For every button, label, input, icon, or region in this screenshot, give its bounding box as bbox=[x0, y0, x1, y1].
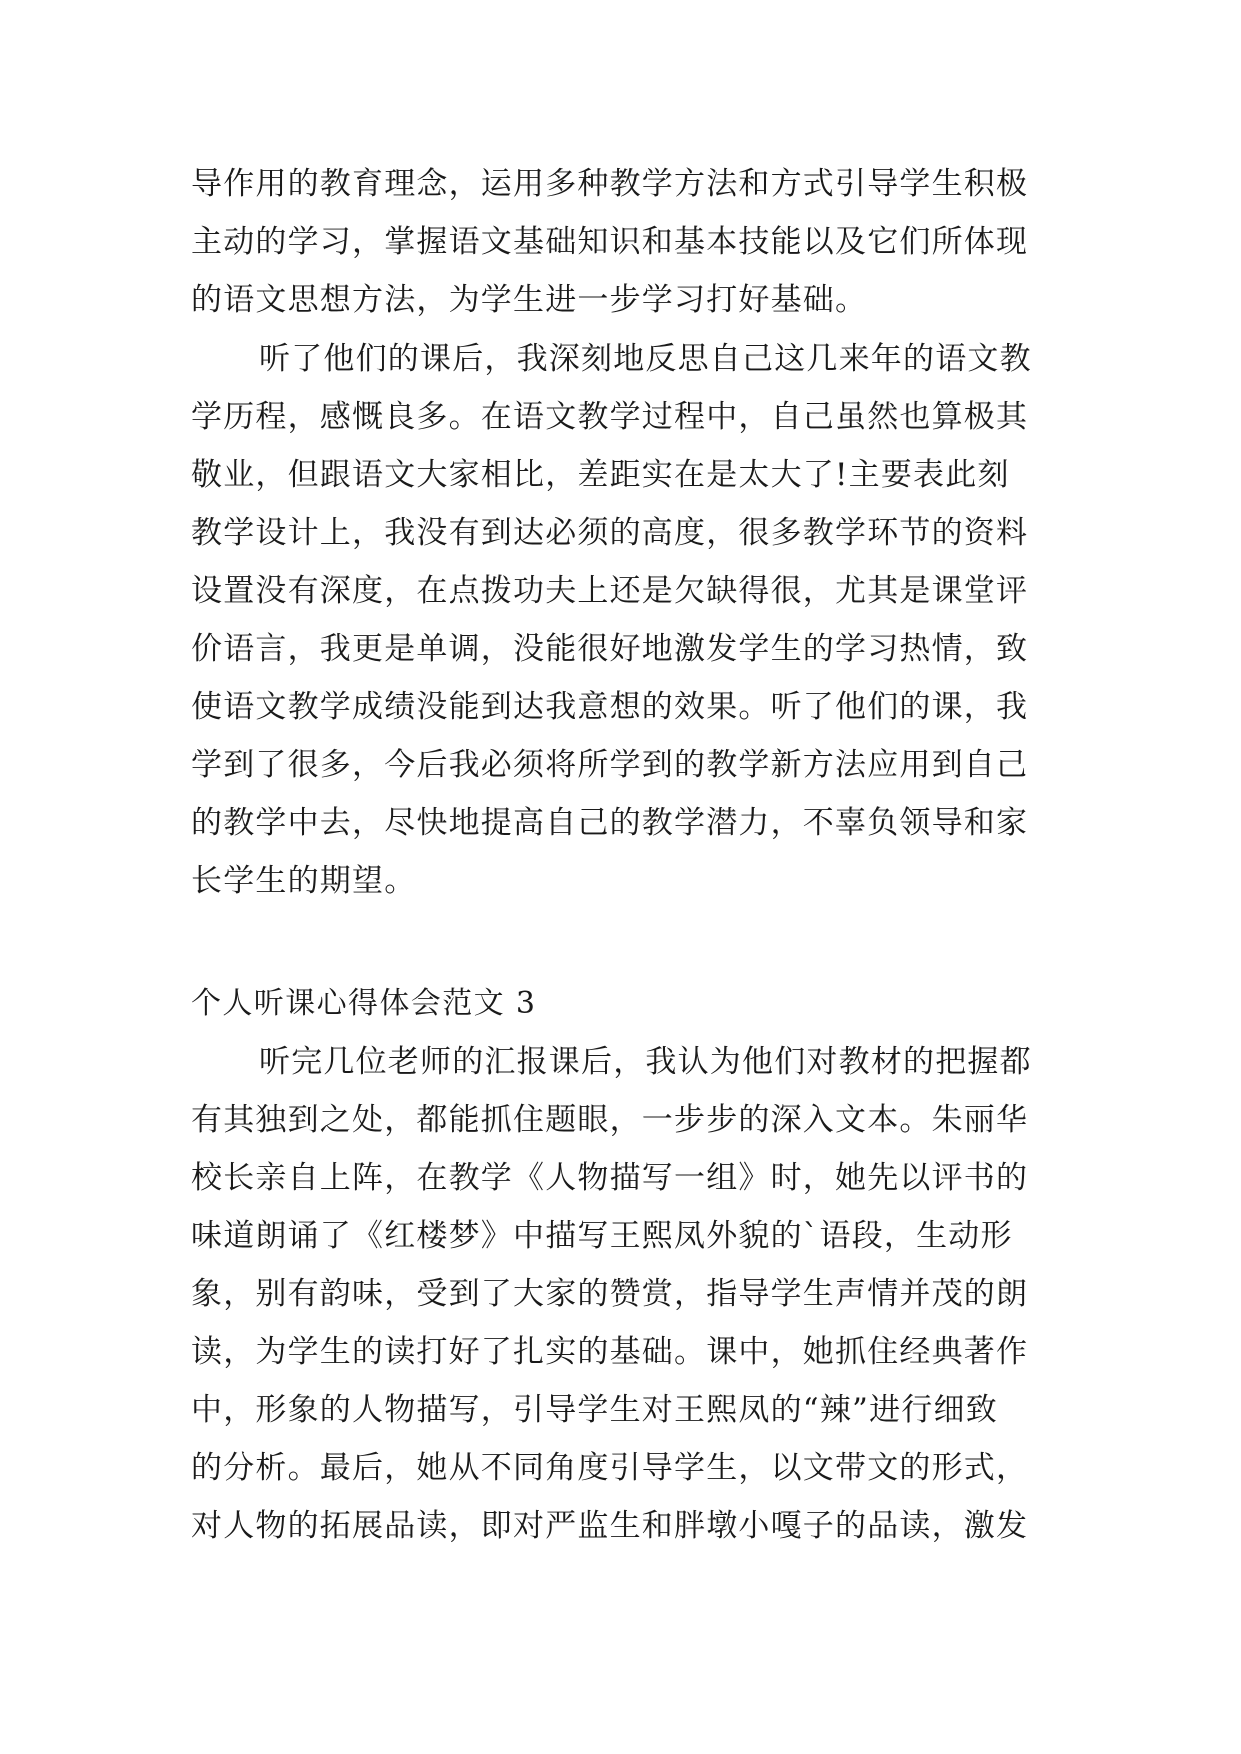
paragraph-line: 学历程，感慨良多。在语文教学过程中，自己虽然也算极其 bbox=[191, 399, 1029, 435]
paragraph-continuation bbox=[191, 155, 1051, 329]
paragraph-line: 中，形象的人物描写，引导学生对王熙凤的“辣”进行细致 bbox=[191, 1392, 998, 1428]
paragraph-line: 听完几位老师的汇报课后，我认为他们对教材的把握都 bbox=[259, 1044, 1032, 1080]
paragraph-line: 象，别有韵味，受到了大家的赞赏，指导学生声情并茂的朗 bbox=[191, 1276, 1029, 1312]
paragraph-line: 对人物的拓展品读，即对严监生和胖墩小嘎子的品读，激发 bbox=[191, 1508, 1029, 1544]
paragraph-line: 主动的学习，掌握语文基础知识和基本技能以及它们所体现 bbox=[191, 224, 1029, 260]
paragraph-line: 的分析。最后，她从不同角度引导学生，以文带文的形式， bbox=[191, 1450, 1029, 1486]
paragraph-line: 教学设计上，我没有到达必须的高度，很多教学环节的资料 bbox=[191, 515, 1029, 551]
paragraph-line: 价语言，我更是单调，没能很好地激发学生的学习热情，致 bbox=[191, 631, 1029, 667]
paragraph-line: 的教学中去，尽快地提高自己的教学潜力，不辜负领导和家 bbox=[191, 805, 1029, 841]
paragraph-line: 学到了很多，今后我必须将所学到的教学新方法应用到自己 bbox=[191, 747, 1029, 783]
paragraph-line: 味道朗诵了《红楼梦》中描写王熙凤外貌的`语段，生动形 bbox=[191, 1218, 1013, 1254]
section-heading: 个人听课心得体会范文 3 bbox=[191, 986, 537, 1021]
paragraph-line: 有其独到之处，都能抓住题眼，一步步的深入文本。朱丽华 bbox=[191, 1102, 1029, 1138]
paragraph-reflection bbox=[191, 330, 1051, 910]
paragraph-line: 读，为学生的读打好了扎实的基础。课中，她抓住经典著作 bbox=[191, 1334, 1029, 1370]
paragraph-line: 设置没有深度，在点拨功夫上还是欠缺得很，尤其是课堂评 bbox=[191, 573, 1029, 609]
paragraph-line: 的语文思想方法，为学生进一步学习打好基础。 bbox=[191, 282, 868, 318]
paragraph-line: 敬业，但跟语文大家相比，差距实在是太大了!主要表此刻 bbox=[191, 457, 1010, 493]
paragraph-line: 听了他们的课后，我深刻地反思自己这几来年的语文教 bbox=[259, 341, 1032, 377]
paragraph-sample-3 bbox=[191, 1033, 1051, 1555]
paragraph-line: 校长亲自上阵，在教学《人物描写一组》时，她先以评书的 bbox=[191, 1160, 1029, 1196]
paragraph-line: 导作用的教育理念，运用多种教学方法和方式引导学生积极 bbox=[191, 166, 1029, 202]
paragraph-line: 长学生的期望。 bbox=[191, 863, 417, 899]
paragraph-line: 使语文教学成绩没能到达我意想的效果。听了他们的课，我 bbox=[191, 689, 1029, 725]
